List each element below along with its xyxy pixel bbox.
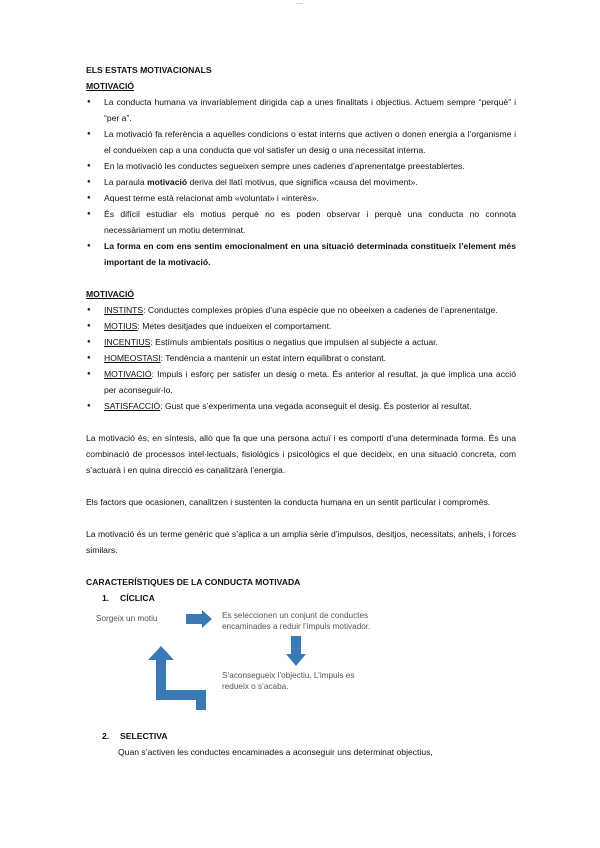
paragraph: La motivació és, en síntesis, allò que fa que una persona actuï i es comporti d’una determinada forma. És una combinació de processos intel·lectuals, fisiològics i psicològics el que decideix, en una situació concreta, com s’actuarà i en quina direcció es canalitzarà l’energia. bbox=[86, 433, 516, 475]
item-label: CÍCLICA bbox=[120, 593, 155, 603]
document-content bbox=[86, 62, 516, 760]
characteristic-item-1 bbox=[86, 590, 516, 606]
definition-text: : Conductes complexes pròpies d’una espècie que no obeeixen a cadenes de l’aprenentatge. bbox=[143, 305, 498, 315]
document-title: ELS ESTATS MOTIVACIONALS bbox=[86, 65, 212, 75]
section-heading-motivacio-2: MOTIVACIÓ bbox=[86, 289, 135, 299]
bullet-item-bold: ● La forma en com ens sentim emocionalment en una situació determinada constitueix l’element més important de la motivació. bbox=[86, 238, 516, 270]
bullet-item: ● En la motivació les conductes segueixen sempre unes cadenes d’aprenentatge preestablertes. bbox=[86, 158, 516, 174]
section-heading-motivacio: MOTIVACIÓ bbox=[86, 81, 135, 91]
item-number: 1. bbox=[102, 593, 110, 603]
definition-item bbox=[86, 318, 516, 334]
arrow-down-icon bbox=[286, 636, 306, 666]
definition-text: : Estímuls ambientals positius o negatius que impulsen al subjecte a actuar. bbox=[150, 337, 438, 347]
definition-text: : Tendència a mantenir un estat intern equilibrat o constant. bbox=[160, 353, 387, 363]
arrow-right-icon bbox=[186, 610, 212, 628]
definition-item bbox=[86, 302, 516, 318]
item-number: 2. bbox=[102, 731, 110, 741]
definition-text: : Gust que s’experimenta una vegada aconseguit el desig. És posterior al resultat. bbox=[160, 401, 472, 411]
definition-term: MOTIUS bbox=[104, 321, 138, 331]
diagram-step2-line1: S’aconsegueix l’objectiu. L’impuls es bbox=[222, 671, 355, 680]
diagram-start-text: Sorgeix un motiu bbox=[96, 614, 158, 623]
bullet-text: deriva del llatí motivus, que significa «causa del moviment». bbox=[187, 177, 418, 187]
diagram-step1-line2: encaminades a reduir l’impuls motivador. bbox=[222, 622, 371, 631]
paragraph: La motivació és un terme genèric que s’aplica a un amplia sèrie d’impulsos, desitjos, necessitats, anhels, i forces similars. bbox=[86, 529, 516, 555]
characteristic-item-2-text: Quan s’activen les conductes encaminades a aconseguir uns determinat objectius, bbox=[118, 747, 433, 757]
bullet-bold-term: motivació bbox=[147, 177, 188, 187]
definition-item bbox=[86, 334, 516, 350]
definition-term: SATISFACCIÓ bbox=[104, 401, 161, 411]
item-label: SELECTIVA bbox=[120, 731, 168, 741]
characteristic-item-2 bbox=[86, 728, 516, 744]
bullet-item bbox=[86, 174, 516, 190]
bullet-item: ● Aquest terme està relacionat amb «voluntat» i «interès». bbox=[86, 190, 516, 206]
definition-text: : Metes desitjades que indueixen el comportament. bbox=[137, 321, 332, 331]
definitions-list bbox=[86, 302, 516, 414]
page-top-mark: .... bbox=[296, 0, 303, 6]
diagram-step2-line2: redueix o s’acaba. bbox=[222, 682, 289, 691]
bullet-item: ● La conducta humana va invariablement dirigida cap a unes finalitats i objectius. Actuem sempre “perquè” i “per a”. bbox=[86, 94, 516, 126]
definition-text: : Impuls i esforç per satisfer un desig o meta. És anterior al resultat, ja que implica una acció per aconseguir-lo. bbox=[104, 369, 516, 395]
paragraph: Els factors que ocasionen, canalitzen i sustenten la conducta humana en un sentit particular i compromès. bbox=[86, 497, 491, 507]
arrow-bent-up-icon bbox=[148, 646, 206, 710]
characteristics-heading: CARACTERÍSTIQUES DE LA CONDUCTA MOTIVADA bbox=[86, 577, 301, 587]
definition-item bbox=[86, 398, 516, 414]
definition-term: INSTINTS bbox=[104, 305, 144, 315]
bullet-item: ● La motivació fa referència a aquelles condicions o estat interns que activen o donen energia a l’organisme i el condueixen cap a una conducta que vol satisfer un desig o una necessitat interna. bbox=[86, 126, 516, 158]
definition-item bbox=[86, 366, 516, 398]
motivacio-bullet-list bbox=[86, 94, 516, 270]
bullet-text: La paraula bbox=[104, 177, 148, 187]
cycle-diagram bbox=[86, 610, 516, 722]
diagram-step1-line1: Es seleccionen un conjunt de conductes bbox=[222, 611, 369, 620]
definition-term: MOTIVACIÓ bbox=[104, 369, 152, 379]
definition-term: HOMEOSTASI bbox=[104, 353, 161, 363]
definition-term: INCENTIUS bbox=[104, 337, 151, 347]
definition-item bbox=[86, 350, 516, 366]
bullet-item: ● És difícil estudiar els motius perquè no es poden observar i perquè una conducta no connota necessàriament un motiu determinat. bbox=[86, 206, 516, 238]
